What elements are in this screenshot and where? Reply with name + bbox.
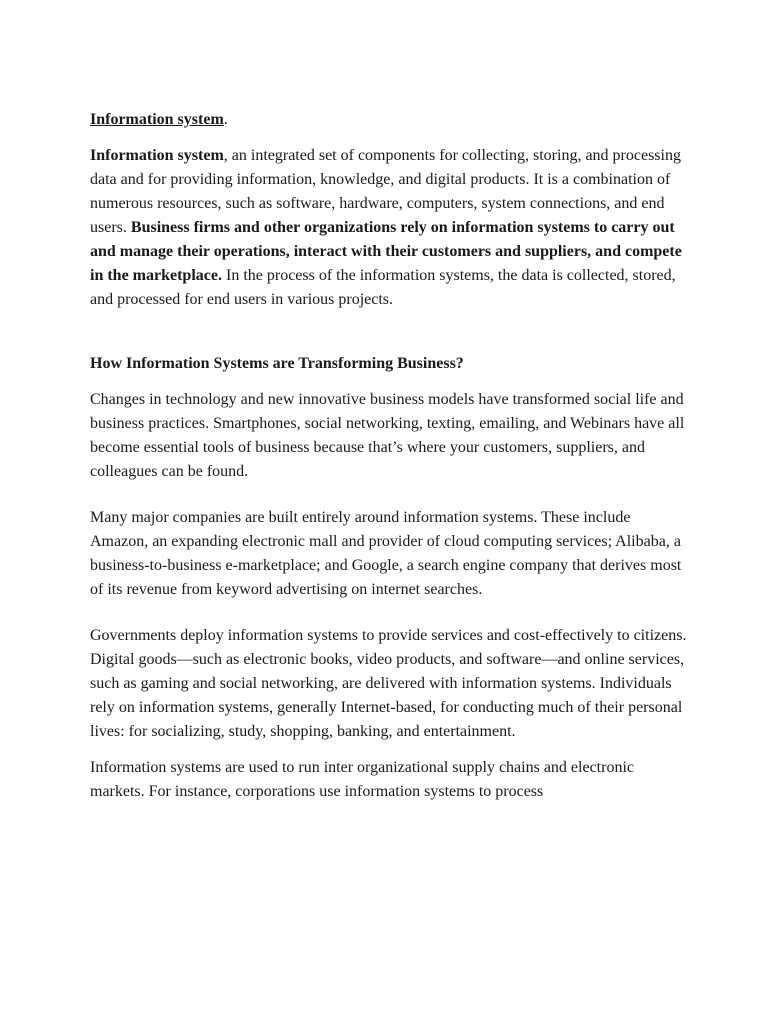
title-suffix: . <box>223 111 228 128</box>
intro-text-2: In the process of the information systems, the data is collected, stored, and processed for end users in various projects. <box>90 267 676 308</box>
paragraph-governments: Governments deploy information systems to provide services and cost-effectively to citizens. Digital goods—such as electronic books, video products, and software—and online services, such as gaming and social networking, are delivered with information systems. Individuals rely on information systems, generally Internet-based, for conducting much of their personal lives: for socializing, study, shopping, banking, and entertainment. <box>90 627 687 740</box>
paragraph-companies: Many major companies are built entirely around information systems. These include Amazon, an expanding electronic mall and provider of cloud computing services; Alibaba, a business-to-business e-marketplace; and Google, a search engine company that derives most of its revenue from keyword advertising on internet searches. <box>90 509 682 598</box>
intro-bold-2: Business firms and other organizations rely on information systems to carry out and manage their operations, interact with their customers and suppliers, and compete in the marketplace. <box>90 219 682 284</box>
paragraph-technology: Changes in technology and new innovative business models have transformed social life and business practices. Smartphones, social networking, texting, emailing, and Webinars have all become essential tools of business because that’s where your customers, suppliers, and colleagues can be found. <box>90 391 685 480</box>
intro-text-1: , an integrated set of components for collecting, storing, and processing data and for providing information, knowledge, and digital products. It is a combination of numerous resources, such as software, hardware, computers, system connections, and end users. <box>90 147 681 236</box>
intro-lead: Information system <box>90 147 224 164</box>
paragraph-intro <box>90 144 690 312</box>
spacer <box>90 376 690 388</box>
document-title <box>90 108 690 132</box>
document-body <box>90 108 690 804</box>
spacer <box>90 744 690 756</box>
paragraph-supply-chains: Information systems are used to run inter organizational supply chains and electronic markets. For instance, corporations use information systems to process <box>90 759 634 800</box>
spacer <box>90 602 690 624</box>
spacer <box>90 132 690 144</box>
section-heading: How Information Systems are Transforming Business? <box>90 355 464 372</box>
spacer <box>90 312 690 352</box>
title-text: Information system <box>90 111 224 128</box>
spacer <box>90 484 690 506</box>
